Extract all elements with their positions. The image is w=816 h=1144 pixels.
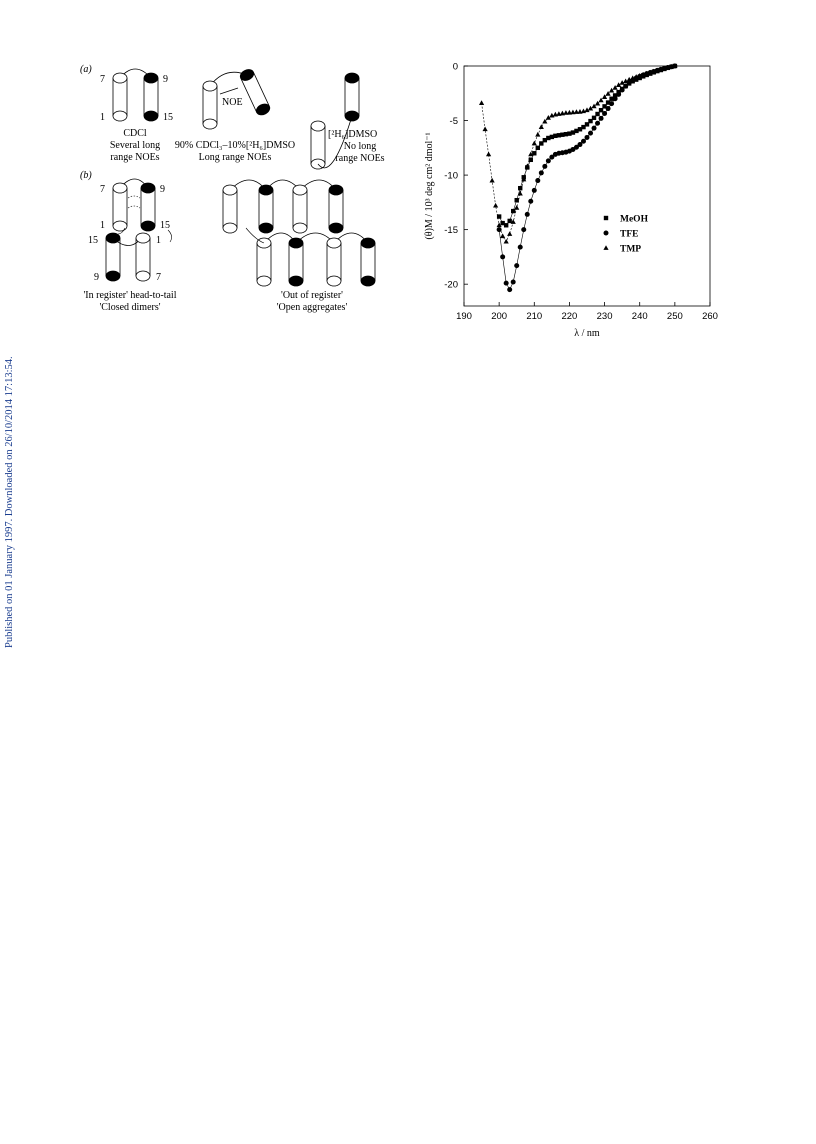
tfe-data-point [606,106,611,111]
tfe-data-point [595,121,600,126]
tmp-data-point [493,203,498,208]
tmp-data-point [486,152,491,157]
tmp-legend-label: TMP [620,244,642,255]
tmp-data-point [532,141,537,146]
a1-num-9: 9 [163,74,168,85]
a2-noe-label: NOE [222,97,243,108]
a1-caption-2: range NOEs [110,152,160,163]
meoh-data-point [532,151,536,155]
panel-b-label: (b) [80,170,92,181]
x-tick-label: 260 [702,311,718,322]
tfe-data-point [539,170,544,175]
tfe-data-point [525,212,530,217]
tmp-data-point [518,191,523,196]
tfe-data-point [546,158,551,163]
cd-spectrum-chart [420,52,730,352]
tfe-data-point [581,139,586,144]
a2-solvent: 90% CDCl₃–10%[²H₆]DMSO [174,140,296,151]
b1-num-1b: 1 [156,235,161,246]
tfe-data-point [535,178,540,183]
tmp-data-point [500,233,505,238]
x-tick-label: 240 [631,311,648,322]
meoh-data-point [504,223,508,227]
tfe-data-point [528,199,533,204]
tfe-data-point [609,101,614,106]
tfe-data-point [602,111,607,116]
x-tick-label: 210 [526,311,543,322]
x-tick-label: 220 [561,311,578,322]
tfe-legend-marker [604,231,609,236]
a2-caption: Long range NOEs [198,152,272,163]
tfe-data-point [532,188,537,193]
publication-stamp: Published on 01 January 1997. Downloaded on 26/10/2014 17:13:54. [4,356,15,648]
plot-frame [464,66,710,306]
y-tick-label: -15 [444,225,458,237]
b1-num-15b: 15 [88,235,98,246]
meoh-legend-marker [604,216,608,220]
x-tick-label: 190 [456,311,472,322]
a1-num-15: 15 [163,112,173,123]
y-tick-label: -20 [444,279,458,291]
tmp-data-point [507,231,512,236]
panel-a-label: (a) [80,64,92,75]
x-tick-label: 230 [596,311,613,322]
b2-caption-1: 'Out of register' [281,290,343,301]
b1-num-9b: 9 [94,272,99,283]
b2-caption-2: 'Open aggregates' [276,302,348,313]
b1-num-1: 1 [100,220,105,231]
meoh-data-point [595,112,599,116]
a1-num-7: 7 [100,74,105,85]
tfe-data-point [500,254,505,259]
y-tick-label: -5 [449,116,458,128]
y-tick-label: 0 [452,61,458,73]
x-axis-label: λ / nm [574,328,600,339]
a1-hairpin [113,69,158,121]
tfe-data-point [613,96,618,101]
a3-solvent: [²H₆]DMSO [328,129,378,140]
meoh-data-point [592,116,596,120]
b1-num-7b: 7 [156,272,161,283]
tfe-data-point [542,164,547,169]
tmp-data-point [539,124,544,129]
b1-num-15: 15 [160,220,170,231]
b1-num-7: 7 [100,184,105,195]
b1-num-9: 9 [160,184,165,195]
meoh-data-point [529,158,533,162]
tfe-data-point [507,287,512,292]
helix-schematic-figure [70,58,410,338]
tmp-data-point [535,132,540,137]
meoh-data-point [536,146,540,150]
a3-caption-2: range NOEs [335,153,385,164]
tfe-legend-label: TFE [620,229,639,240]
a1-num-1: 1 [100,112,105,123]
tfe-data-point [511,280,516,285]
b1-caption-2: 'Closed dimers' [99,302,161,313]
meoh-series-line [499,66,675,225]
y-tick-label: -10 [444,170,458,182]
tfe-data-point [585,135,590,140]
y-axis-label: (θ)M / 10³ deg cm² dmol⁻¹ [424,132,435,240]
tfe-data-point [521,227,526,232]
tmp-data-point [504,239,509,244]
tfe-data-point [616,92,621,97]
a1-caption-1: Several long [109,140,161,151]
tfe-data-point [588,131,593,136]
tfe-data-point [514,263,519,268]
tmp-data-point [482,126,487,131]
meoh-data-point [599,108,603,112]
x-tick-label: 200 [491,311,508,322]
tfe-data-point [592,126,597,131]
tfe-data-point [504,281,509,286]
tfe-data-point [620,88,625,93]
b1-caption-1: 'In register' head-to-tail [83,290,177,301]
meoh-data-point [507,219,511,223]
tmp-data-point [490,178,495,183]
tfe-data-point [518,245,523,250]
tfe-data-point [599,116,604,121]
a3-caption-1: No long [343,141,377,152]
x-tick-label: 250 [666,311,683,322]
a1-solvent: CDCl [123,128,147,139]
b2-open-aggregates [223,180,375,286]
tmp-data-point [479,100,484,105]
tmp-legend-marker [603,245,608,250]
meoh-legend-label: MeOH [620,214,648,225]
